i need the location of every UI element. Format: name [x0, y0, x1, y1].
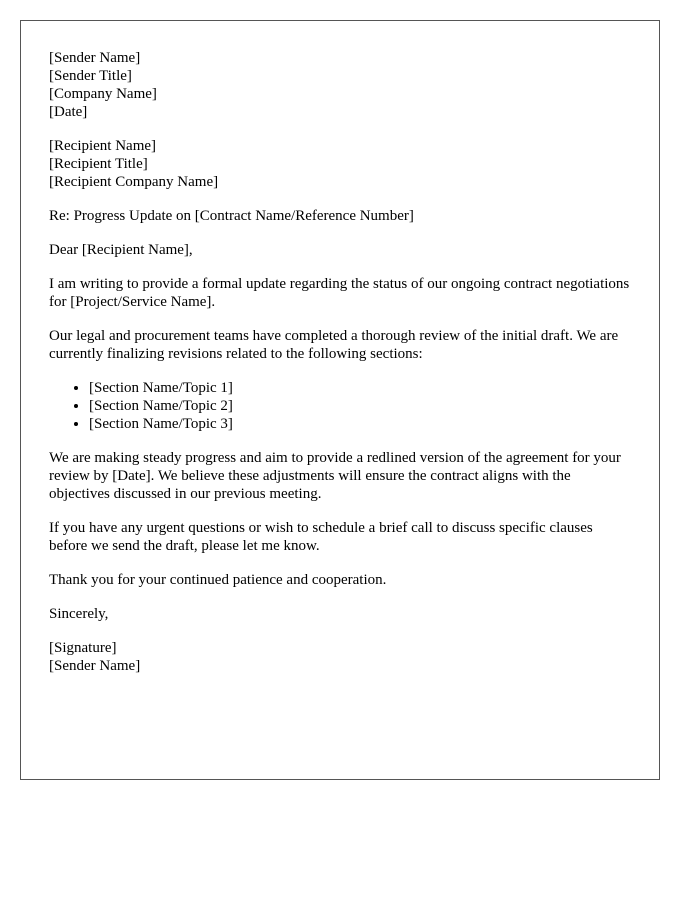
body-paragraph-3: We are making steady progress and aim to provide a redlined version of the agreement for your review by [Date]. We believe these adjustments will ensure the contract aligns with the objectives discussed in our previous meeting.: [49, 450, 621, 502]
sender-name: [Sender Name]: [49, 50, 141, 66]
sender-title: [Sender Title]: [49, 68, 132, 84]
recipient-name: [Recipient Name]: [49, 138, 157, 154]
sender-block: [49, 49, 631, 121]
list-item: • [Section Name/Topic 3]: [89, 415, 631, 433]
sender-company: [Company Name]: [49, 86, 157, 102]
recipient-block: [49, 137, 631, 191]
list-item: • [Section Name/Topic 1]: [89, 379, 631, 397]
signature-name: [Sender Name]: [49, 658, 141, 674]
signature-block: [49, 639, 631, 675]
signature: [Signature]: [49, 640, 117, 656]
sections-list: [49, 379, 631, 433]
subject-line: Re: Progress Update on [Contract Name/Reference Number]: [49, 208, 414, 224]
body-paragraph-5: Thank you for your continued patience and cooperation.: [49, 572, 387, 588]
body-paragraph-4: If you have any urgent questions or wish to schedule a brief call to discuss specific clauses before we send the draft, please let me know.: [49, 520, 593, 554]
recipient-title: [Recipient Title]: [49, 156, 148, 172]
letter-date: [Date]: [49, 104, 88, 120]
recipient-company: [Recipient Company Name]: [49, 174, 219, 190]
salutation: Dear [Recipient Name],: [49, 242, 193, 258]
body-paragraph-2: Our legal and procurement teams have completed a thorough review of the initial draft. We are currently finalizing revisions related to the following sections:: [49, 328, 619, 362]
list-item: • [Section Name/Topic 2]: [89, 397, 631, 415]
closing: Sincerely,: [49, 606, 109, 622]
letter-page: [20, 20, 660, 780]
body-paragraph-1: I am writing to provide a formal update regarding the status of our ongoing contract negotiations for [Project/Service Name].: [49, 276, 630, 310]
